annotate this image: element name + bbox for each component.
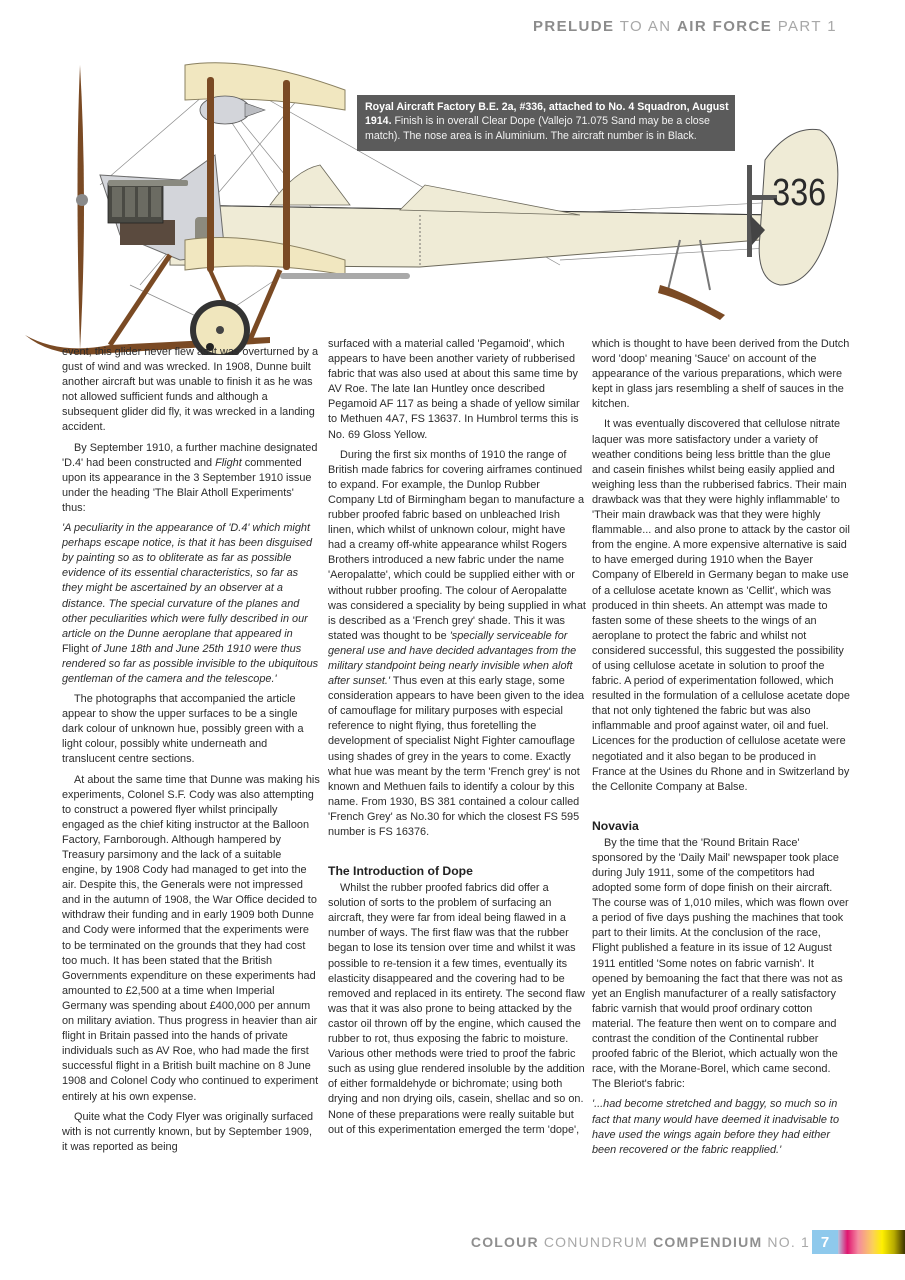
section-heading: The Introduction of Dope: [328, 864, 473, 879]
running-head-bold-2: AIR FORCE: [677, 18, 773, 35]
footer-title: [471, 1234, 810, 1250]
paragraph: The photographs that accompanied the article appear to show the upper surfaces to be a single dark colour of unknown hue, possibly green with a light colour, possibly white underneath and translucent centre sections.: [62, 693, 304, 766]
text-run: commented upon its appearance in the 3 September 1910 issue under the heading 'The Blair Atholl Experiments' thus:: [62, 456, 312, 514]
paragraph: [62, 441, 320, 516]
paragraph: By the time that the 'Round Britain Race' sponsored by the 'Daily Mail' newspaper took place during July 1911, some of the competitors had adopted some form of dope finish on their aircraft. The course was of 1,010 miles, which was flown over a period of five days pushing the machines that took part to their limits. At the conclusion of the race, Flight published a feature in its issue of 12 August 1911 entitled 'Some notes on fabric varnish'. It opened by bemoaning the fact that there was not as yet an English manufacturer of a really satisfactory fabric varnish that would proof ordinary cotton material. The feature then went on to compare and contrast the condition of the Continental rubber proofed fabric of the Bleriot, which actually won the race, with the Morane-Borel, which came second. The Bleriot's fabric:: [592, 836, 849, 1091]
text-run: Thus even at this early stage, some consideration appears to have been given to the idea of camouflage for military purposes with especial reference to night flying, thus foretelling the development of specialist Night Fighter camouflage using shades of grey in the years to come. Exactly what hue was meant by the term 'French grey' is not known and Methuen fails to identify a colour by this name. From 1930, BS 381 contained a colour called 'French Grey' as No.30 for which the closest FS 595 number is FS 16376.: [328, 675, 585, 838]
footer-light-1: CONUNDRUM: [543, 1234, 648, 1250]
paragraph: Quite what the Cody Flyer was originally surfaced with is not currently known, but by September 1909, it was reported as being: [62, 1110, 314, 1153]
text-run: During the first six months of 1910 the range of British made fabrics for covering airframes continued to expand. For example, the Dunlop Rubber Company Ltd of Birmingham began to manufacture a rubber proofed fabric based on unbleached Irish linen, which whilst of unknown colour, might have had a creamy off-white appearance whilst Rogers Brothers introduced a new fabric under the name 'Aeropalatte', which could be supplied either with or without rubber proofing. The colour of Aeropalatte was considered a speciality by being supplied in what is described as a 'French grey' shade. This it was stated was thought to be: [328, 448, 586, 642]
paragraph: event, this glider never flew as it was overturned by a gust of wind and was wrecked. In 1908, Dunne built another aircraft but was unable to finish it as he was not allowed sufficient funds and although a subsequent glider did fly, it was wrecked in a landing accident.: [62, 346, 319, 434]
paragraph: At about the same time that Dunne was making his experiments, Colonel S.F. Cody was also attempting to construct a powered flyer whilst principally engaged as the chief kiting instructor at the Balloon Factory, Farnborough. Although hampered by Treasury parsimony and the lack of a suitable engine, by 1908 Cody had managed to get into the air. Despite this, the Generals were not impressed and in the autumn of 1908, the War Office decided to withdraw their funding and in early 1909 both Dunne and Cody were informed that the experiments were to be terminated on the grounds that they had cost too much. It has been stated that the British Governments expenditure on these experiments had amounted to £2,500 at a time when Imperial Germany was spending about £400,000 per annum on military aviation. Thus progress in heavier than air flight in Britain passed into the hands of private individuals such as AV Roe, who had made the first successful flight in a British built machine on 8 June 1908 and Colonel Cody who continued to experiment entirely at his own expense.: [62, 773, 320, 1103]
running-head-bold-1: PRELUDE: [532, 18, 615, 35]
footer-bold-2: COMPENDIUM: [653, 1234, 763, 1250]
section-heading: Novavia: [592, 818, 639, 833]
inline-quote: 'specially serviceable for general use and have decided advantages from the military standpoint being nearly invisible when aloft after sunset.': [328, 629, 577, 688]
publication-title: Flight: [62, 642, 89, 655]
paragraph: surfaced with a material called 'Pegamoid', which appears to have been another variety of rubberised fabric that was also used at about this same time by AV Roe. The late Ian Huntley once described Pegamoid AF 117 as being a shade of yellow similar to Methuen 4A7, FS 13637. In Humbrol terms this is No. 69 Gloss Yellow.: [328, 338, 580, 441]
page-number-badge: 7: [812, 1230, 838, 1254]
caption-text: Finish is in overall Clear Dope (Vallejo 71.075 Sand may be a close match). The nose area is in Aluminium. The aircraft number is in Black.: [365, 115, 710, 142]
publication-title: Flight: [215, 456, 242, 469]
paragraph: [328, 448, 586, 840]
illustration-caption: [357, 95, 735, 151]
footer-light-2: NO. 1: [767, 1234, 810, 1250]
article-column-1: [62, 345, 320, 1160]
paragraph: which is thought to have been derived from the Dutch word 'doop' meaning 'Sauce' on account of the appearance of the various preparations, which were kept in glass jars resembling a shelf of sauces in the kitchen.: [592, 338, 850, 411]
cmyk-colour-bar: [838, 1230, 905, 1254]
paragraph: It was eventually discovered that cellulose nitrate laquer was more satisfactory under a variety of weather conditions being less brittle than the glue and casein finishes whilst being easily applied and weighing less than the rubberised fabrics. Their main drawback was that they were highly inflammable' to 'Their main drawback was that they were highly flammable... and also prone to attack by the castor oil from the engine. A more expensive alternative is said to have emerged during 1910 when the Bayer Company of Elbereld in Germany began to make use of a cellulose acetate known as 'Cellit', which was produced in thin sheets. An attempt was made to fasten some of these sheets to the wings of an aeroplane to protect the fabric and whilst not considered successful, this suggested the possibility of using cellulose acetate in solution to proof the fabric. A period of experimentation followed, which resulted in the formulation of a cellulose acetate dope that not only tightened the fabric but was also inflammable and proof against water, oil and fuel. Licences for the production of cellulose acetate were negotiated and it also began to be produced in France at the Usines du Rhone and in Switzerland by the Cellonite Company at Balse.: [592, 418, 850, 793]
text-run: of June 18th and June 25th 1910 were thus rendered so far as possible invisible to the ubiquitous gentleman of the camera and the telescope.': [62, 642, 319, 685]
block-quote: [62, 521, 320, 687]
block-quote: '...had become stretched and baggy, so much so in fact that many would have deemed it inadvisable to have used the wings again before they had either been recovered or the fabric reapplied.': [592, 1098, 840, 1156]
text-run: By September 1910, a further machine designated 'D.4' had been constructed and: [62, 441, 318, 469]
caption-title: Royal Aircraft Factory B.E. 2a, #336, attached to No. 4 Squadron, August 1914.: [365, 101, 729, 128]
running-head-light-2: PART 1: [777, 18, 837, 35]
footer-bold-1: COLOUR: [470, 1234, 539, 1250]
running-head-light-1: TO AN: [619, 18, 672, 35]
paragraph: Whilst the rubber proofed fabrics did offer a solution of sorts to the problem of surfacing an aircraft, they were far from ideal being flawed in a number of ways. The first flaw was that the rubber began to lose its tension over time and whilst it was possible to re-tension it a few times, eventually its elasticity disappeared and the covering had to be removed and replaced in its entirety. The second flaw was that it was also prone to being attacked by the castor oil thrown off by the engine, which caused the rubber to rot, thus exposing the fabric to moisture. Various other methods were tried to proof the fabric such as using glue rendered insoluble by the addition of either formaldehyde or bichromate; using both drying and non drying oils, casein, shellac and so on. None of these preparations were really suitable but out of this experimentation emerged the term 'dope',: [328, 882, 585, 1136]
text-run: 'A peculiarity in the appearance of 'D.4' which might perhaps escape notice, is that it has been disguised by painting so as to obliterate as far as possible evidence of its essential characteristics, so far as they might be ascertained by an observer at a distance. The special curvature of the planes and other peculiarities which were fully described in our article on the Dunne aeroplane that appeared in: [62, 522, 313, 640]
running-head: [533, 18, 837, 35]
article-column-2: [328, 337, 586, 1143]
article-column-3: [592, 337, 850, 1163]
tail-number: 336: [772, 171, 827, 214]
